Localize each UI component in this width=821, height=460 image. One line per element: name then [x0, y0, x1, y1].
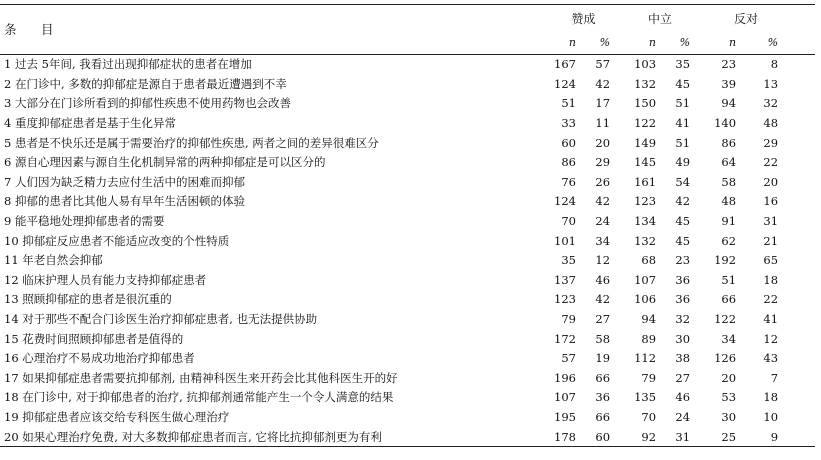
cell-count: 167 [554, 57, 576, 72]
row-item-text: 1 过去 5年间, 我看过出现抑郁症状的患者在增加 [4, 57, 252, 72]
cell-count: 35 [561, 253, 576, 268]
cell-percent: 18 [763, 272, 779, 287]
cell-count: 106 [634, 292, 657, 307]
cell-percent: 57 [595, 57, 611, 72]
cell-count: 53 [721, 390, 737, 405]
cell-count: 134 [634, 214, 657, 229]
cell-percent: 66 [595, 370, 611, 385]
row-item-text: 2 在门诊中, 多数的抑郁症是源自于患者最近遭遇到不幸 [4, 76, 287, 91]
cell-count: 68 [641, 253, 657, 268]
cell-percent: 51 [675, 135, 691, 150]
cell-percent: 45 [675, 233, 691, 248]
cell-percent: 31 [675, 429, 691, 444]
sub-header-pct: % [599, 35, 611, 49]
cell-percent: 65 [763, 253, 779, 268]
cell-percent: 42 [595, 194, 611, 209]
table-row [0, 388, 815, 408]
cell-count: 23 [721, 57, 737, 72]
row-item-text: 6 源自心理因素与源自生化机制异常的两种抑郁症是可以区分的 [4, 155, 326, 170]
row-item-text: 7 人们因为缺乏精力去应付生活中的困难而抑郁 [4, 174, 245, 189]
cell-count: 51 [721, 272, 737, 287]
table-row [0, 74, 815, 94]
cell-count: 79 [561, 312, 576, 327]
cell-count: 34 [721, 331, 737, 346]
cell-percent: 26 [595, 174, 611, 189]
sub-header-n: n [728, 35, 737, 49]
cell-percent: 11 [595, 116, 611, 131]
cell-percent: 19 [595, 351, 611, 366]
cell-count: 150 [634, 96, 657, 111]
cell-count: 30 [721, 409, 737, 424]
cell-percent: 7 [770, 370, 779, 385]
cell-percent: 23 [675, 253, 691, 268]
row-spacer [780, 270, 815, 290]
row-item-text: 12 临床护理人员有能力支持抑郁症患者 [4, 272, 207, 287]
cell-count: 161 [634, 174, 657, 189]
cell-count: 101 [554, 233, 576, 248]
row-item-text: 13 照顾抑郁症的患者是很沉重的 [4, 292, 172, 307]
cell-count: 103 [634, 57, 657, 72]
cell-percent: 22 [763, 155, 779, 170]
cell-percent: 42 [595, 292, 611, 307]
cell-count: 122 [634, 116, 657, 131]
row-item-text: 5 患者是不快乐还是属于需要治疗的抑郁性疾患, 两者之间的差异很难区分 [4, 135, 379, 150]
cell-percent: 32 [675, 312, 691, 327]
cell-percent: 38 [675, 351, 691, 366]
cell-count: 140 [714, 116, 737, 131]
cell-count: 20 [721, 370, 737, 385]
column-header-neutral: 中立 [648, 11, 673, 26]
cell-percent: 45 [675, 214, 691, 229]
table-row [0, 231, 815, 251]
table-row [0, 172, 815, 192]
cell-percent: 45 [675, 76, 691, 91]
row-spacer [780, 388, 815, 408]
cell-count: 178 [554, 429, 576, 444]
cell-count: 70 [561, 214, 576, 229]
cell-percent: 48 [763, 116, 779, 131]
table-row [0, 329, 815, 349]
table-row [0, 368, 815, 388]
cell-percent: 46 [595, 272, 611, 287]
row-spacer [780, 250, 815, 270]
cell-count: 25 [721, 429, 737, 444]
cell-count: 62 [721, 233, 737, 248]
cell-count: 86 [561, 155, 576, 170]
table-row [0, 211, 815, 231]
table-row [0, 348, 815, 368]
cell-percent: 46 [675, 390, 691, 405]
cell-count: 48 [721, 194, 737, 209]
row-spacer [780, 407, 815, 427]
cell-count: 123 [634, 194, 657, 209]
row-spacer [780, 348, 815, 368]
row-spacer [780, 427, 815, 447]
row-item-text: 20 如果心理治疗免费, 对大多数抑郁症患者而言, 它将比抗抑郁剂更为有利 [4, 429, 382, 444]
row-spacer [780, 113, 815, 133]
cell-percent: 41 [675, 116, 691, 131]
cell-percent: 29 [763, 135, 779, 150]
cell-percent: 13 [763, 76, 779, 91]
row-spacer [780, 172, 815, 192]
cell-percent: 29 [595, 155, 611, 170]
cell-count: 107 [634, 272, 657, 287]
cell-count: 51 [561, 96, 576, 111]
row-spacer [780, 94, 815, 114]
cell-count: 57 [561, 351, 576, 366]
table-row [0, 54, 815, 74]
cell-percent: 66 [595, 409, 611, 424]
row-item-text: 15 花费时间照顾抑郁患者是值得的 [4, 331, 184, 346]
cell-percent: 51 [675, 96, 691, 111]
cell-count: 135 [634, 390, 657, 405]
cell-percent: 22 [763, 292, 779, 307]
row-spacer [780, 133, 815, 153]
table-row [0, 250, 815, 270]
row-spacer [780, 74, 815, 94]
cell-count: 86 [721, 135, 737, 150]
cell-count: 89 [641, 331, 657, 346]
row-item-text: 9 能平稳地处理抑郁患者的需要 [4, 214, 165, 229]
sub-header-pct: % [679, 35, 691, 49]
cell-percent: 60 [595, 429, 611, 444]
cell-count: 64 [721, 155, 737, 170]
cell-percent: 8 [770, 57, 779, 72]
cell-count: 123 [554, 292, 576, 307]
cell-percent: 35 [675, 57, 691, 72]
cell-percent: 17 [595, 96, 611, 111]
row-spacer [780, 231, 815, 251]
survey-table [0, 4, 815, 447]
cell-count: 94 [641, 312, 657, 327]
table-row [0, 192, 815, 212]
cell-count: 124 [554, 76, 576, 91]
cell-count: 107 [554, 390, 576, 405]
sub-header-n: n [648, 35, 657, 49]
table-row [0, 133, 815, 153]
row-item-text: 19 抑郁症患者应该交给专科医生做心理治疗 [4, 409, 230, 424]
cell-percent: 27 [595, 312, 611, 327]
cell-percent: 36 [675, 272, 691, 287]
cell-percent: 41 [763, 312, 779, 327]
cell-count: 70 [641, 409, 657, 424]
cell-percent: 9 [770, 429, 779, 444]
sub-header-pct: % [767, 35, 779, 49]
cell-count: 79 [641, 370, 657, 385]
cell-percent: 18 [763, 390, 779, 405]
sub-header-n: n [568, 35, 576, 49]
cell-percent: 32 [763, 96, 779, 111]
cell-count: 76 [561, 174, 576, 189]
cell-count: 149 [634, 135, 657, 150]
cell-percent: 49 [675, 155, 691, 170]
cell-percent: 36 [595, 390, 611, 405]
cell-percent: 27 [675, 370, 691, 385]
table-row [0, 290, 815, 310]
cell-count: 196 [554, 370, 576, 385]
cell-count: 122 [714, 312, 737, 327]
cell-count: 145 [634, 155, 657, 170]
table-row [0, 427, 815, 447]
table-row [0, 270, 815, 290]
row-spacer [780, 329, 815, 349]
column-header-agree: 赞成 [571, 11, 596, 26]
cell-count: 137 [554, 272, 576, 287]
cell-count: 66 [721, 292, 737, 307]
cell-percent: 30 [675, 331, 691, 346]
cell-count: 58 [721, 174, 737, 189]
cell-percent: 43 [763, 351, 779, 366]
cell-count: 33 [561, 116, 576, 131]
cell-percent: 20 [763, 174, 779, 189]
table-row [0, 152, 815, 172]
row-item-text: 3 大部分在门诊所看到的抑郁性疾患不使用药物也会改善 [4, 96, 291, 111]
cell-percent: 21 [763, 233, 779, 248]
table-row [0, 407, 815, 427]
cell-percent: 42 [675, 194, 691, 209]
cell-percent: 12 [595, 253, 611, 268]
table-row [0, 113, 815, 133]
table-row [0, 94, 815, 114]
cell-count: 132 [634, 233, 657, 248]
row-item-text: 18 在门诊中, 对于抑郁患者的治疗, 抗抑郁剂通常能产生一个令人满意的结果 [4, 390, 394, 405]
column-header-item: 条 目 [4, 22, 60, 38]
row-spacer [780, 54, 815, 74]
row-spacer [780, 211, 815, 231]
cell-percent: 16 [763, 194, 779, 209]
row-item-text: 8 抑郁的患者比其他人易有早年生活困顿的体验 [4, 194, 245, 209]
cell-percent: 24 [595, 214, 611, 229]
cell-count: 172 [554, 331, 576, 346]
cell-percent: 20 [595, 135, 611, 150]
cell-count: 132 [634, 76, 657, 91]
row-spacer [780, 290, 815, 310]
row-item-text: 17 如果抑郁症患者需要抗抑郁剂, 由精神科医生来开药会比其他科医生开的好 [4, 370, 398, 385]
row-item-text: 16 心理治疗不易成功地治疗抑郁患者 [4, 351, 195, 366]
row-spacer [780, 309, 815, 329]
cell-percent: 34 [595, 233, 611, 248]
row-spacer [780, 152, 815, 172]
row-item-text: 4 重度抑郁症患者是基于生化异常 [4, 116, 176, 131]
cell-count: 92 [641, 429, 657, 444]
cell-count: 124 [554, 194, 576, 209]
cell-count: 126 [714, 351, 737, 366]
cell-count: 60 [561, 135, 576, 150]
cell-count: 91 [721, 214, 737, 229]
cell-percent: 10 [763, 409, 779, 424]
cell-percent: 58 [595, 331, 611, 346]
cell-percent: 36 [675, 292, 691, 307]
cell-percent: 24 [675, 409, 691, 424]
row-spacer [780, 192, 815, 212]
cell-count: 195 [554, 409, 576, 424]
cell-percent: 54 [675, 174, 691, 189]
cell-percent: 31 [763, 214, 779, 229]
row-item-text: 11 年老自然会抑郁 [4, 253, 103, 268]
column-header-disagree: 反对 [734, 11, 759, 26]
cell-count: 39 [721, 76, 737, 91]
cell-percent: 12 [763, 331, 779, 346]
row-item-text: 14 对于那些不配合门诊医生治疗抑郁症患者, 也无法提供协助 [4, 312, 318, 327]
row-spacer [780, 368, 815, 388]
table-row [0, 309, 815, 329]
cell-count: 192 [714, 253, 737, 268]
cell-count: 112 [634, 351, 657, 366]
cell-percent: 42 [595, 76, 611, 91]
row-item-text: 10 抑郁症反应患者不能适应改变的个性特质 [4, 233, 230, 248]
cell-count: 94 [721, 96, 737, 111]
